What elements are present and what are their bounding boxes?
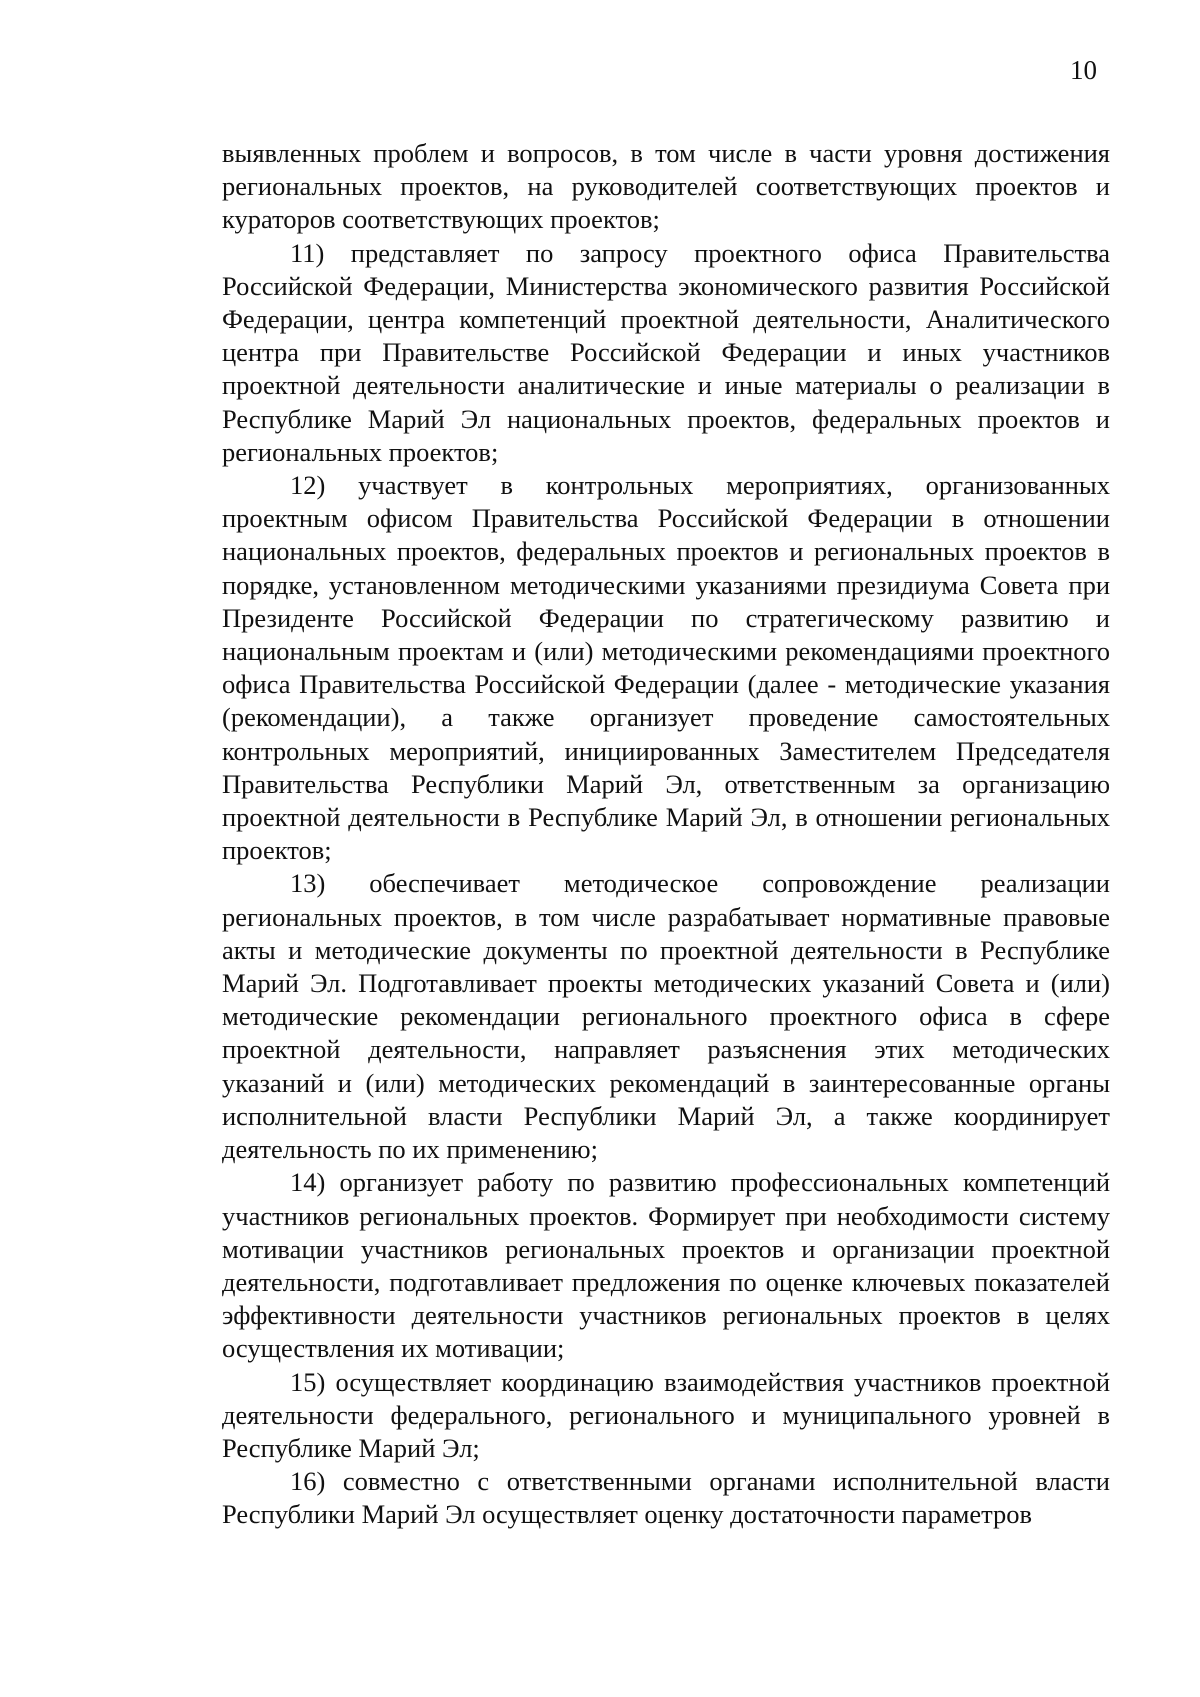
paragraph-item-12: 12) участвует в контрольных мероприятиях, организованных проектным офисом Правительства Российской Федерации в отношении национальных проектов, федеральных проектов и региональных проектов в порядке, установленном методическими указаниями президиума Совета при Президенте Российской Федерации по стратегическому развитию и национальным проектам и (или) методическими рекомендациями проектного офиса Правительства Российской Федерации (далее - методические указания (рекомендации), а также организует проведение самостоятельных контрольных мероприятий, инициированных Заместителем Председателя Правительства Республики Марий Эл, ответственным за организацию проектной деятельности в Республике Марий Эл, в отношении региональных проектов; xyxy=(222,470,1110,866)
paragraph-item-14: 14) организует работу по развитию профессиональных компетенций участников региональных проектов. Формирует при необходимости систему мотивации участников региональных проектов и организации проектной деятельности, подготавливает предложения по оценке ключевых показателей эффективности деятельности участников региональных проектов в целях осуществления их мотивации; xyxy=(222,1167,1110,1364)
document-body xyxy=(222,137,1110,1532)
page-number: 10 xyxy=(1070,55,1097,85)
paragraph-item-13: 13) обеспечивает методическое сопровождение реализации региональных проектов, в том числе разрабатывает нормативные правовые акты и методические документы по проектной деятельности в Республике Марий Эл. Подготавливает проекты методических указаний Совета и (или) методические рекомендации регионального проектного офиса в сфере проектной деятельности, направляет разъяснения этих методических указаний и (или) методических рекомендаций в заинтересованные органы исполнительной власти Республики Марий Эл, а также координирует деятельность по их применению; xyxy=(222,868,1110,1165)
paragraph-item-15: 15) осуществляет координацию взаимодействия участников проектной деятельности федерального, регионального и муниципального уровней в Республике Марий Эл; xyxy=(222,1366,1110,1463)
paragraph-item-16: 16) совместно с ответственными органами исполнительной власти Республики Марий Эл осуществляет оценку достаточности параметров xyxy=(222,1466,1110,1530)
paragraph-continuation: выявленных проблем и вопросов, в том числе в части уровня достижения региональных проектов, на руководителей соответствующих проектов и кураторов соответствующих проектов; xyxy=(222,138,1110,235)
paragraph-item-11: 11) представляет по запросу проектного офиса Правительства Российской Федерации, Министерства экономического развития Российской Федерации, центра компетенций проектной деятельности, Аналитического центра при Правительстве Российской Федерации и иных участников проектной деятельности аналитические и иные материалы о реализации в Республике Марий Эл национальных проектов, федеральных проектов и региональных проектов; xyxy=(222,237,1110,467)
